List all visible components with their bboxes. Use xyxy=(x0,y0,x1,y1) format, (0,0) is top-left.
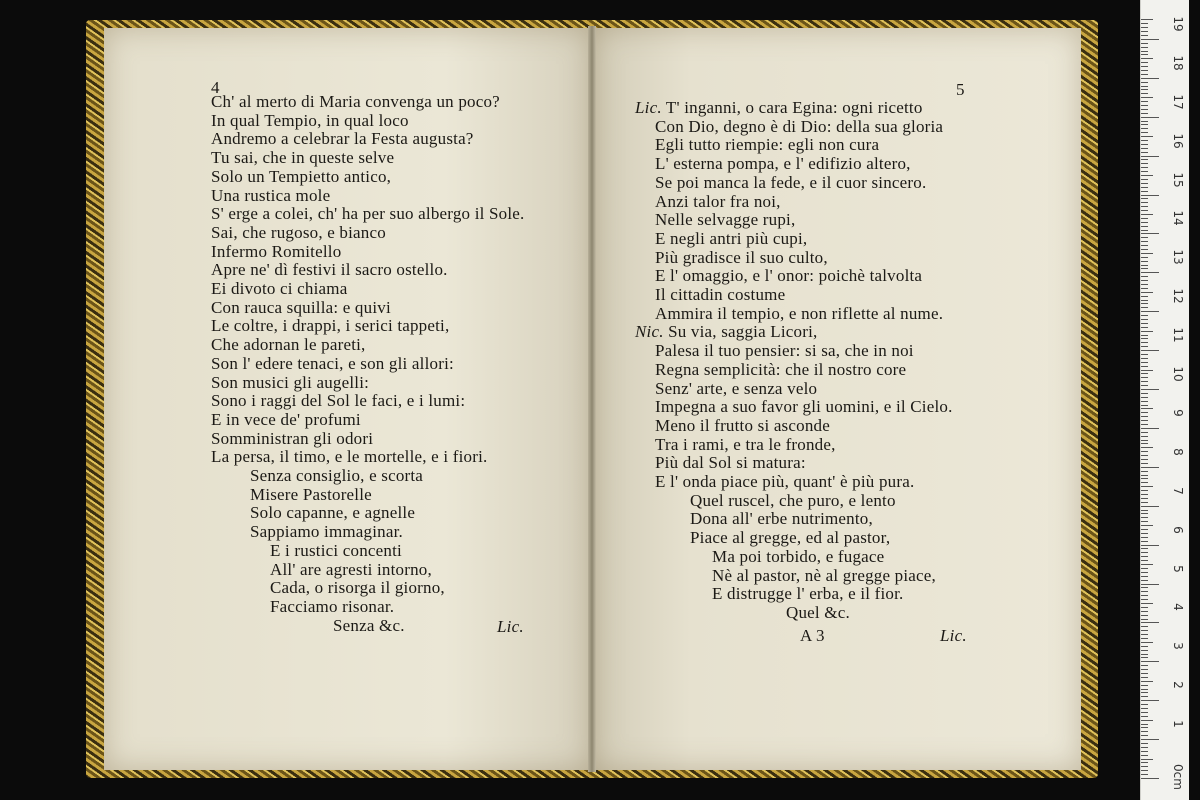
ruler-tick xyxy=(1141,525,1153,526)
left-page-text-line: Ch' al merto di Maria convenga un poco? xyxy=(211,92,500,111)
ruler-tick xyxy=(1141,381,1148,382)
left-page-text-line: Che adornan le pareti, xyxy=(211,335,366,355)
left-page-text-line: Sappiamo immaginar. xyxy=(250,522,403,542)
ruler-tick xyxy=(1141,720,1153,721)
ruler-tick xyxy=(1141,432,1148,433)
ruler-tick xyxy=(1141,222,1148,223)
left-page-text-line: All' are agresti intorno, xyxy=(270,559,432,579)
ruler-tick xyxy=(1141,560,1148,561)
right-page-text-line: Regna semplicità: che il nostro core xyxy=(655,359,907,379)
ruler-tick xyxy=(1141,739,1159,740)
right-page-text-line: Dona all' erbe nutrimento, xyxy=(690,509,873,529)
right-page-text-line: Impegna a suo favor gli uomini, e il Cielo. xyxy=(655,397,953,417)
ruler-tick xyxy=(1141,755,1148,756)
ruler-tick xyxy=(1141,650,1148,651)
ruler-number: 18 xyxy=(1171,55,1185,71)
ruler-tick xyxy=(1141,253,1153,254)
ruler-tick xyxy=(1141,537,1148,538)
ruler-tick xyxy=(1141,401,1148,402)
ruler-tick xyxy=(1141,556,1148,557)
ruler-tick xyxy=(1141,43,1148,44)
ruler-tick xyxy=(1141,226,1148,227)
ruler-tick xyxy=(1141,548,1148,549)
ruler-tick xyxy=(1141,587,1148,588)
ruler-tick xyxy=(1141,580,1148,581)
ruler-tick xyxy=(1141,751,1148,752)
ruler-tick xyxy=(1141,366,1148,367)
ruler-tick xyxy=(1141,206,1148,207)
ruler-number: 9 xyxy=(1171,409,1185,417)
ruler-tick xyxy=(1141,187,1148,188)
ruler-tick xyxy=(1141,642,1153,643)
speaker-label: Nic. xyxy=(635,322,664,342)
right-page-text-line: Il cittadin costume xyxy=(655,285,786,304)
ruler-tick xyxy=(1141,237,1148,238)
ruler-tick xyxy=(1141,117,1159,118)
ruler-number: 17 xyxy=(1171,94,1185,110)
ruler-tick xyxy=(1141,300,1148,301)
right-page-text-line: Quel &c. xyxy=(786,602,850,622)
ruler-number: 1 xyxy=(1171,720,1185,728)
ruler-tick xyxy=(1141,397,1148,398)
ruler-tick xyxy=(1141,541,1148,542)
ruler-tick xyxy=(1141,257,1148,258)
ruler-tick xyxy=(1141,373,1148,374)
right-page-text-line: E negli antri più cupi, xyxy=(655,228,808,248)
ruler-tick xyxy=(1141,716,1148,717)
ruler-tick xyxy=(1141,23,1148,24)
ruler-number: 11 xyxy=(1171,327,1185,343)
ruler-tick xyxy=(1141,459,1148,460)
ruler-tick xyxy=(1141,591,1148,592)
left-page-text-line: In qual Tempio, in qual loco xyxy=(211,110,409,130)
ruler-tick xyxy=(1141,389,1159,390)
ruler-tick xyxy=(1141,673,1148,674)
speaker-label: Lic. xyxy=(635,98,662,117)
signature-mark: A 3 xyxy=(800,626,825,645)
ruler-tick xyxy=(1141,502,1148,503)
ruler-tick xyxy=(1141,54,1148,55)
ruler-tick xyxy=(1141,766,1148,767)
ruler-tick xyxy=(1141,463,1148,464)
right-page-text-line: Tra i rami, e tra le fronde, xyxy=(655,434,836,454)
ruler-tick xyxy=(1141,307,1148,308)
right-page-number: 5 xyxy=(956,80,965,99)
ruler-tick xyxy=(1141,603,1153,604)
ruler-tick xyxy=(1141,354,1148,355)
ruler-number: 8 xyxy=(1171,447,1185,456)
left-page-text-line: E in vece de' profumi xyxy=(211,409,361,429)
book-gutter xyxy=(588,26,596,772)
ruler-tick xyxy=(1141,292,1153,293)
left-page-number: 4 xyxy=(211,78,220,97)
ruler-number: 19 xyxy=(1171,16,1185,32)
ruler-number: 4 xyxy=(1171,603,1185,612)
ruler-tick xyxy=(1141,198,1148,199)
ruler-tick xyxy=(1141,97,1153,98)
ruler-tick xyxy=(1141,424,1148,425)
right-page-text-line: E l' omaggio, e l' onor: poichè talvolta xyxy=(655,266,923,286)
ruler-tick xyxy=(1141,74,1148,75)
ruler-tick xyxy=(1141,482,1148,483)
ruler-tick xyxy=(1141,124,1148,125)
ruler-tick xyxy=(1141,412,1148,413)
ruler-tick xyxy=(1141,214,1153,215)
ruler-tick xyxy=(1141,471,1148,472)
ruler-tick xyxy=(1141,358,1148,359)
left-page-text-line: Solo un Tempietto antico, xyxy=(211,166,392,186)
left-page-text-line: Sai, che rugoso, e bianco xyxy=(211,222,386,242)
ruler-tick xyxy=(1141,303,1148,304)
ruler-tick xyxy=(1141,529,1148,530)
ruler-number: 3 xyxy=(1171,642,1185,651)
right-page-text-line: Ammira il tempio, e non riflette al nume. xyxy=(655,303,944,323)
ruler-tick xyxy=(1141,195,1159,196)
ruler-tick xyxy=(1141,533,1148,534)
ruler-tick xyxy=(1141,681,1153,682)
ruler-tick xyxy=(1141,478,1148,479)
ruler-tick xyxy=(1141,486,1153,487)
left-page-text-line: Son musici gli augelli: xyxy=(211,372,370,392)
ruler-tick xyxy=(1141,428,1159,429)
ruler-tick xyxy=(1141,140,1148,141)
ruler-tick xyxy=(1141,136,1153,137)
ruler-tick xyxy=(1141,467,1159,468)
ruler-tick xyxy=(1141,455,1148,456)
ruler-tick xyxy=(1141,521,1148,522)
right-page-text-line: Quel ruscel, che puro, e lento xyxy=(690,490,896,510)
ruler-tick xyxy=(1141,564,1153,565)
ruler-tick xyxy=(1141,626,1148,627)
ruler-tick xyxy=(1141,677,1148,678)
ruler-tick xyxy=(1141,665,1148,666)
ruler-tick xyxy=(1141,241,1148,242)
ruler-tick xyxy=(1141,70,1148,71)
ruler-tick xyxy=(1141,646,1148,647)
ruler-tick xyxy=(1141,724,1148,725)
ruler-tick xyxy=(1141,568,1148,569)
ruler-tick xyxy=(1141,405,1148,406)
left-page-text-line: Le coltre, i drappi, i serici tappeti, xyxy=(211,316,450,336)
ruler-tick xyxy=(1141,105,1148,106)
ruler-tick xyxy=(1141,712,1148,713)
ruler-tick xyxy=(1141,58,1153,59)
ruler-tick xyxy=(1141,440,1148,441)
ruler-tick xyxy=(1141,416,1148,417)
ruler-tick xyxy=(1141,288,1148,289)
ruler-tick xyxy=(1141,93,1148,94)
ruler-tick xyxy=(1141,494,1148,495)
right-catchword: Lic. xyxy=(940,626,967,645)
ruler-number: 16 xyxy=(1171,132,1185,149)
ruler-tick xyxy=(1141,607,1148,608)
ruler-tick xyxy=(1141,692,1148,693)
left-page-text-line: Misere Pastorelle xyxy=(250,484,372,504)
ruler-tick xyxy=(1141,335,1148,336)
ruler-tick xyxy=(1141,31,1148,32)
ruler-tick xyxy=(1141,704,1148,705)
ruler-tick xyxy=(1141,156,1159,157)
right-page-text-line: E l' onda piace più, quant' è più pura. xyxy=(655,472,915,491)
ruler-tick xyxy=(1141,296,1148,297)
ruler-tick xyxy=(1141,654,1148,655)
right-page-text-line: Nè al pastor, nè al gregge piace, xyxy=(712,565,936,585)
right-page-text-line: Con Dio, degno è di Dio: della sua gloria xyxy=(655,116,944,136)
ruler-tick xyxy=(1141,700,1159,701)
ruler-tick xyxy=(1141,513,1148,514)
ruler-tick xyxy=(1141,747,1148,748)
ruler-tick xyxy=(1141,615,1148,616)
ruler-tick xyxy=(1141,249,1148,250)
ruler-tick xyxy=(1141,735,1148,736)
left-page-text-line: Andremo a celebrar la Festa augusta? xyxy=(211,129,474,149)
ruler-tick xyxy=(1141,443,1148,444)
left-page-text-line: Una rustica mole xyxy=(211,185,331,205)
ruler-tick xyxy=(1141,218,1148,219)
right-page-text-line: Se poi manca la fede, e il cuor sincero. xyxy=(655,172,927,192)
ruler-tick xyxy=(1141,315,1148,316)
left-page-text-line: La persa, il timo, e le mortelle, e i fiori. xyxy=(211,447,488,467)
ruler-tick xyxy=(1141,584,1159,585)
left-page-text-line: Sono i raggi del Sol le faci, e i lumi: xyxy=(211,391,466,411)
right-page-text-line: Senz' arte, e senza velo xyxy=(655,378,818,398)
ruler-tick xyxy=(1141,19,1153,20)
left-page-text-line: Apre ne' dì festivi il sacro ostello. xyxy=(211,260,448,280)
ruler-number: 2 xyxy=(1171,681,1185,689)
ruler-tick xyxy=(1141,272,1159,273)
ruler-tick xyxy=(1141,245,1148,246)
right-page-text-line: Nelle selvagge rupi, xyxy=(655,210,796,230)
right-page-text-line: Nic. Su via, saggia Licori, xyxy=(635,322,818,342)
ruler-tick xyxy=(1141,634,1148,635)
ruler-tick xyxy=(1141,696,1148,697)
ruler-number: 5 xyxy=(1171,564,1185,573)
ruler-tick xyxy=(1141,121,1148,122)
right-page-text-line: Palesa il tuo pensier: si sa, che in noi xyxy=(655,341,914,361)
ruler-number: 0cm xyxy=(1171,764,1185,790)
left-page-text-line: Senza &c. xyxy=(333,615,405,635)
ruler-tick xyxy=(1141,576,1148,577)
ruler-tick xyxy=(1141,62,1148,63)
ruler-tick xyxy=(1141,436,1148,437)
ruler-tick xyxy=(1141,35,1148,36)
ruler-tick xyxy=(1141,599,1148,600)
ruler-tick xyxy=(1141,447,1153,448)
ruler-tick xyxy=(1141,545,1159,546)
ruler-tick xyxy=(1141,420,1148,421)
ruler-tick xyxy=(1141,86,1148,87)
left-page-text-line: Solo capanne, e agnelle xyxy=(250,503,416,523)
left-page-text-line: Son l' edere tenaci, e son gli allori: xyxy=(211,353,454,373)
ruler-tick xyxy=(1141,595,1148,596)
ruler-tick xyxy=(1141,39,1159,40)
ruler-tick xyxy=(1141,346,1148,347)
ruler-tick xyxy=(1141,731,1148,732)
ruler-tick xyxy=(1141,101,1148,102)
ruler-tick xyxy=(1141,619,1148,620)
ruler-tick xyxy=(1141,770,1148,771)
ruler-tick xyxy=(1141,638,1148,639)
right-page-text-line: Più gradisce il suo culto, xyxy=(655,247,828,267)
ruler-number: 12 xyxy=(1171,288,1185,304)
ruler-tick xyxy=(1141,572,1148,573)
ruler-tick xyxy=(1141,611,1148,612)
ruler-number: 6 xyxy=(1171,525,1185,534)
ruler-tick xyxy=(1141,408,1153,409)
ruler-tick xyxy=(1141,331,1153,332)
ruler-tick xyxy=(1141,109,1148,110)
left-page-text-line: Cada, o risorga il giorno, xyxy=(270,578,445,598)
left-page-text-line: E i rustici concenti xyxy=(270,540,402,560)
ruler-tick xyxy=(1141,778,1159,779)
ruler-tick xyxy=(1141,708,1148,709)
ruler-tick xyxy=(1141,393,1148,394)
ruler-tick xyxy=(1141,630,1148,631)
ruler-tick xyxy=(1141,132,1148,133)
ruler-tick xyxy=(1141,171,1148,172)
ruler-tick xyxy=(1141,167,1148,168)
right-page-text-line: Meno il frutto si asconde xyxy=(655,415,830,435)
ruler-number: 7 xyxy=(1171,486,1185,495)
ruler-tick xyxy=(1141,210,1148,211)
ruler-tick xyxy=(1141,82,1148,83)
ruler-tick xyxy=(1141,148,1148,149)
ruler-number: 15 xyxy=(1171,171,1185,188)
ruler-tick xyxy=(1141,47,1148,48)
ruler-tick xyxy=(1141,163,1148,164)
ruler-tick xyxy=(1141,284,1148,285)
ruler-number: 10 xyxy=(1171,366,1185,382)
ruler-tick xyxy=(1141,510,1148,511)
ruler-tick xyxy=(1141,51,1148,52)
ruler-tick xyxy=(1141,661,1159,662)
right-page-text-line: E distrugge l' erba, e il fior. xyxy=(712,584,904,604)
ruler-tick xyxy=(1141,261,1148,262)
ruler-tick xyxy=(1141,657,1148,658)
ruler-tick xyxy=(1141,362,1148,363)
left-page-text-line: Ei divoto ci chiama xyxy=(211,279,348,298)
ruler-tick xyxy=(1141,743,1148,744)
ruler-tick xyxy=(1141,490,1148,491)
ruler-tick xyxy=(1141,342,1148,343)
ruler-tick xyxy=(1141,689,1148,690)
ruler-tick xyxy=(1141,498,1148,499)
ruler-tick xyxy=(1141,451,1148,452)
left-catchword: Lic. xyxy=(497,617,524,636)
ruler-tick xyxy=(1141,774,1148,775)
ruler-tick xyxy=(1141,377,1148,378)
ruler-tick xyxy=(1141,78,1159,79)
ruler-tick xyxy=(1141,175,1153,176)
right-page-text-line: Egli tutto riempie: egli non cura xyxy=(655,135,880,155)
ruler-tick xyxy=(1141,338,1148,339)
right-page-text-line: Anzi talor fra noi, xyxy=(655,191,781,211)
ruler-tick xyxy=(1141,280,1148,281)
ruler-tick xyxy=(1141,727,1148,728)
ruler-tick xyxy=(1141,517,1148,518)
ruler-tick xyxy=(1141,685,1148,686)
ruler-tick xyxy=(1141,370,1153,371)
ruler-tick xyxy=(1141,233,1159,234)
ruler-tick xyxy=(1141,268,1148,269)
ruler-tick xyxy=(1141,622,1159,623)
ruler-tick xyxy=(1141,475,1148,476)
left-page-text-line: Senza consiglio, e scorta xyxy=(250,466,424,485)
ruler-tick xyxy=(1141,152,1148,153)
right-page-text-line: L' esterna pompa, e l' edifizio altero, xyxy=(655,154,911,174)
ruler-tick xyxy=(1141,113,1148,114)
ruler-tick xyxy=(1141,327,1148,328)
ruler-tick xyxy=(1141,179,1148,180)
ruler-tick xyxy=(1141,27,1148,28)
ruler-tick xyxy=(1141,669,1148,670)
ruler-tick xyxy=(1141,762,1148,763)
measurement-ruler xyxy=(1140,0,1189,800)
ruler-tick xyxy=(1141,191,1148,192)
left-page-text-line: S' erge a colei, ch' ha per suo albergo il Sole. xyxy=(211,204,525,224)
ruler-tick xyxy=(1141,319,1148,320)
ruler-tick xyxy=(1141,202,1148,203)
right-page-text-line: Ma poi torbido, e fugace xyxy=(712,546,885,566)
right-page-text-line: Più dal Sol si matura: xyxy=(655,453,806,473)
ruler-tick xyxy=(1141,311,1159,312)
right-page-text-line: Lic. T' inganni, o cara Egina: ogni ricetto xyxy=(635,98,923,117)
left-page-text-line: Somministran gli odori xyxy=(211,428,374,448)
ruler-tick xyxy=(1141,89,1148,90)
ruler-tick xyxy=(1141,276,1148,277)
ruler-tick xyxy=(1141,506,1159,507)
ruler-tick xyxy=(1141,385,1148,386)
ruler-tick xyxy=(1141,183,1148,184)
ruler-tick xyxy=(1141,759,1153,760)
ruler-tick xyxy=(1141,128,1148,129)
left-page-text-line: Facciamo risonar. xyxy=(270,596,395,616)
ruler-tick xyxy=(1141,66,1148,67)
left-page-text-line: Tu sai, che in queste selve xyxy=(211,148,395,168)
left-page-text-line: Infermo Romitello xyxy=(211,241,342,261)
right-page-text-line: Piace al gregge, ed al pastor, xyxy=(690,528,891,548)
left-page-text-line: Con rauca squilla: e quivi xyxy=(211,297,391,317)
ruler-tick xyxy=(1141,230,1148,231)
ruler-number: 13 xyxy=(1171,249,1185,265)
ruler-tick xyxy=(1141,265,1148,266)
ruler-number: 14 xyxy=(1171,210,1185,227)
ruler-tick xyxy=(1141,159,1148,160)
ruler-tick xyxy=(1141,144,1148,145)
ruler-tick xyxy=(1141,323,1148,324)
ruler-tick xyxy=(1141,552,1148,553)
ruler-tick xyxy=(1141,350,1159,351)
